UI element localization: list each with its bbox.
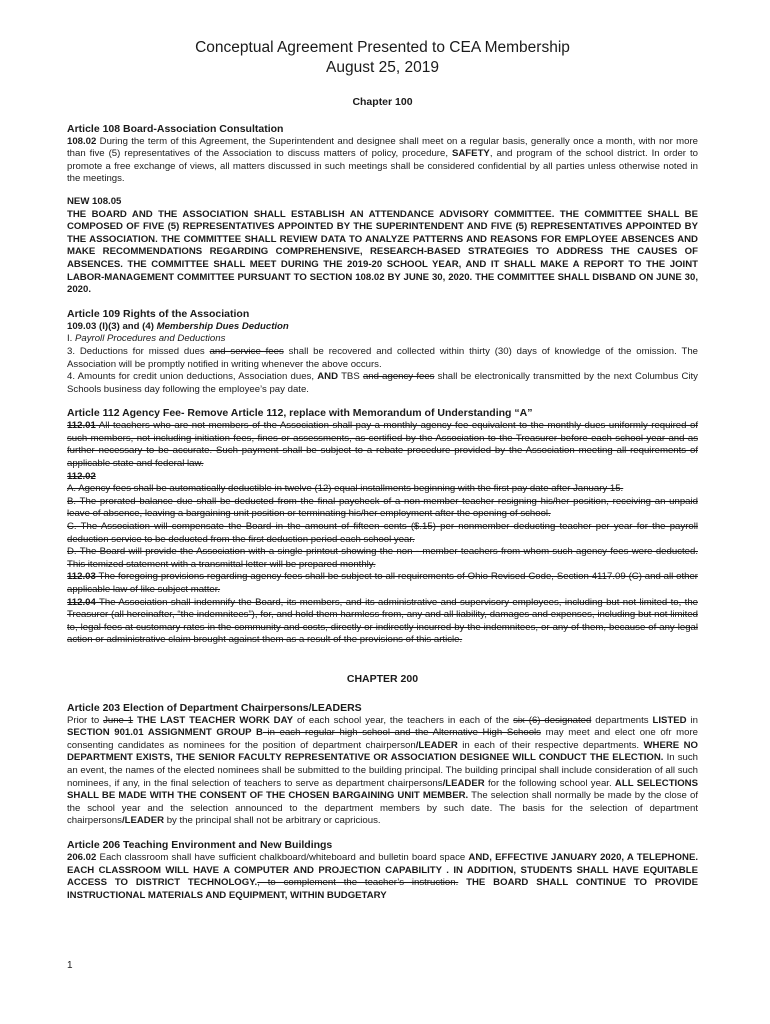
paragraph-text: by the principal shall not be arbitrary or capricious. bbox=[164, 815, 381, 827]
inserted-text: LISTED bbox=[652, 714, 687, 726]
section-number: 109.03 (I)(3) and (4) bbox=[67, 320, 157, 332]
deleted-text: in each regular high school and the Alternative High Schools bbox=[262, 727, 541, 739]
article-206-heading: Article 206 Teaching Environment and New Buildings bbox=[67, 838, 333, 851]
paragraph-text: for the following school year. bbox=[484, 777, 615, 789]
paragraph-text: During the term of this Agreement, the Superintendent and designee shall meet on a regular basis, generally once a month, with nor more than five (5) representatives of the Association to discuss matters of policy, procedure, bbox=[67, 135, 698, 160]
section-112-02-d: D. The Board will provide the Association with a single printout showing the non - member teachers from whom such agency fees were deducted. This itemized statement with a transmittal letter will be prepared monthly. bbox=[67, 546, 698, 570]
article-109-heading: Article 109 Rights of the Association bbox=[67, 307, 250, 320]
inserted-text: /LEADER bbox=[442, 777, 485, 789]
section-112-04 bbox=[67, 597, 698, 647]
inserted-text: AND, EFFECTIVE JANUARY 2020, A TELEPHONE. EACH CLASSROOM WILL HAVE A COMPUTER AND PROJECTION CAPABILITY . IN ADDITION, STUDENTS SHALL HAVE EQUITABLE ACCESS TO DISTRICT TECHNOLOGY. bbox=[67, 851, 699, 889]
paragraph-text: of each school year, the teachers in each of the bbox=[293, 714, 514, 726]
item-text: Payroll Procedures and Deductions bbox=[75, 333, 226, 345]
deleted-text: June 1 bbox=[103, 714, 134, 726]
section-number: 112.04 bbox=[67, 596, 96, 608]
paragraph-text: may meet and elect one ofr more consenting candidates as nominees for the position of department chairperson bbox=[67, 727, 698, 751]
title-line-1: Conceptual Agreement Presented to CEA Membership bbox=[195, 39, 570, 56]
item-3 bbox=[67, 346, 698, 371]
section-number: 108.02 bbox=[67, 135, 97, 147]
paragraph-text: All teachers who are not members of the Association shall pay a monthly agency fee equivalent to the monthly dues uniformly required of such members, not including initiation fees, fines or assessments, as certified by the Association to the Treasurer before each school year and as further necessary to be accurate. Such payment shall be subject to a rebate procedure provided by the Association meeting all requirements of applicable state and federal law. bbox=[67, 420, 698, 470]
inserted-text: SAFETY bbox=[451, 148, 490, 160]
page-number: 1 bbox=[67, 960, 73, 971]
inserted-text: ALL SELECTIONS SHALL BE MADE WITH THE CONSENT OF THE CHOSEN BARGAINING UNIT MEMBER. bbox=[67, 777, 699, 802]
inserted-text: /LEADER bbox=[415, 739, 458, 751]
paragraph-text: Each classroom shall have sufficient chalkboard/whiteboard and bulletin board space bbox=[96, 851, 469, 863]
item-text: shall be electronically transmitted by the next Columbus City Schools business day following the employee’s pay date. bbox=[67, 371, 698, 395]
article-203-paragraph bbox=[67, 715, 698, 828]
section-112-02-number: 112.02 bbox=[67, 470, 96, 482]
paragraph-text: Prior to bbox=[67, 714, 104, 726]
item-i bbox=[67, 333, 698, 346]
item-text: TBS bbox=[338, 371, 363, 383]
paragraph-text: The Association shall indemnify the Board, its members, and its administrative and supervisory employees, including but not limited to, the Treasurer (all hereinafter, “the indemnitees”), for, and hold them harmless from, any and all liability, damages and expenses, including but not limited to, legal fees at customary rates in the community and costs, directly or indirectly incurred by the indemnitees, or any of them, because of any legal action or administrative claim brought against them as a result of the provisions of this article. bbox=[67, 596, 698, 646]
paragraph-text: departments bbox=[591, 714, 653, 726]
section-number: 206.02 bbox=[67, 851, 97, 863]
section-112-02-b: B. The prorated balance due shall be deducted from the final paycheck of a non-member teacher resigning his/her position, receiving an unpaid leave of absence, leaving a bargaining unit position or terminating his/her employment after the opening of school. bbox=[67, 495, 698, 520]
inserted-text: WHERE NO DEPARTMENT EXISTS, THE SENIOR FACULTY REPRESENTATIVE OR ASSOCIATION DESIGNEE WILL CONDUCT THE ELECTION. bbox=[67, 739, 698, 764]
deleted-text: six (6) designated bbox=[513, 714, 592, 726]
item-text: 3. Deductions for missed dues bbox=[67, 345, 210, 357]
section-112-01 bbox=[67, 420, 698, 470]
article-108-heading: Article 108 Board-Association Consultation bbox=[67, 122, 284, 135]
item-number: I. bbox=[67, 333, 75, 345]
new-108-05-paragraph: THE BOARD AND THE ASSOCIATION SHALL ESTABLISH AN ATTENDANCE ADVISORY COMMITTEE. THE COMMITTEE SHALL BE COMPOSED OF FIVE (5) REPRESENTATIVES APPOINTED BY THE SUPERINTENDENT AND FIVE (5) REPRESENTATIVES APPOINTED BY THE ASSOCIATION. THE COMMITTEE SHALL REVIEW DATA TO ANALYZE PATTERNS AND REASONS FOR EMPLOYEE ABSENCES AND MAKE RECOMMENDATIONS REGARDING COMPREHENSIVE, RESEARCH-BASED STRATEGIES TO ADDRESS THE CAUSES OF ABSENCES. THE COMMITTEE SHALL MEET DURING THE 2019-20 SCHOOL YEAR, AND IT SHALL MAKE A REPORT TO THE JOINT LABOR-MANAGEMENT COMMITTEE PURSUANT TO SECTION 108.02 BY JUNE 30, 2020. THE COMMITTEE SHALL DISBAND ON JUNE 30, 2020. bbox=[67, 208, 698, 296]
section-109-03-heading bbox=[67, 321, 698, 334]
paragraph-text: The foregoing provisions regarding agency fees shall be subject to all requirements of Ohio Revised Code, Section 4117.09 (C) and all other applicable law of like subject matter. bbox=[67, 571, 698, 595]
item-4 bbox=[67, 371, 698, 396]
deleted-text: and service fees bbox=[209, 345, 284, 357]
deleted-text: , to complement the teacher’s instruction. bbox=[257, 877, 459, 889]
article-112-deleted-body bbox=[67, 420, 698, 647]
paragraph-text: The selection shall normally be made by the close of the school year and the selection announced to the department members by such date. The basis for the selection of department chairpersons bbox=[67, 790, 698, 827]
new-108-05-heading: NEW 108.05 bbox=[67, 195, 122, 207]
inserted-text: AND bbox=[317, 371, 339, 383]
item-text: shall be recovered and collected within thirty (30) days of knowledge of the omission. The Association will be promptly notified in writing whenever the above occurs. bbox=[67, 345, 698, 370]
article-203-heading: Article 203 Election of Department Chairpersons/LEADERS bbox=[67, 701, 362, 714]
paragraph-text: , and program of the school district. In order to promote a free exchange of views, all matters discussed in such meetings shall be considered confidential by all parties unless otherwise noted in the meetings. bbox=[67, 148, 698, 185]
paragraph-text: In such an event, the names of the elected nominees shall be submitted to the building principal. The building principal shall include consideration of all such nominees, if any, in the final selection of teachers to serve as department chairpersons bbox=[67, 752, 698, 789]
section-112-03 bbox=[67, 571, 698, 596]
section-112-02-a: A. Agency fees shall be automatically deductible in twelve (12) equal installments beginning with the first pay date after January 15. bbox=[67, 483, 624, 495]
paragraph-text: in each of their respective departments. bbox=[457, 739, 644, 751]
article-108-02-paragraph bbox=[67, 136, 698, 186]
chapter-200-heading: CHAPTER 200 bbox=[346, 672, 419, 685]
inserted-text: THE BOARD SHALL CONTINUE TO PROVIDE INSTRUCTIONAL MATERIALS AND EQUIPMENT, WITHIN BUDGETARY bbox=[67, 877, 699, 901]
section-number: 112.01 bbox=[67, 420, 96, 432]
article-206-02-paragraph bbox=[67, 852, 698, 902]
inserted-text: /LEADER bbox=[121, 815, 165, 827]
inserted-text: SECTION 901.01 ASSIGNMENT GROUP B bbox=[67, 727, 263, 739]
section-title: Membership Dues Deduction bbox=[156, 320, 289, 332]
document-title bbox=[67, 38, 698, 78]
section-112-02-c: C. The Association will compensate the Board in the amount of fifteen cents ($.15) per nonmember deducting teacher per year for the payroll deduction service to be deducted from the first deduction period each school year. bbox=[67, 521, 698, 545]
deleted-text: and agency fees bbox=[362, 371, 435, 383]
inserted-text: THE LAST TEACHER WORK DAY bbox=[133, 714, 294, 726]
item-text: 4. Amounts for credit union deductions, Association dues, bbox=[67, 371, 318, 383]
section-number: 112.03 bbox=[67, 571, 96, 583]
article-112-heading: Article 112 Agency Fee- Remove Article 112, replace with Memorandum of Understanding “A” bbox=[67, 407, 533, 420]
paragraph-text: in bbox=[686, 714, 699, 726]
chapter-100-heading: Chapter 100 bbox=[352, 96, 413, 108]
title-line-2: August 25, 2019 bbox=[326, 59, 439, 76]
